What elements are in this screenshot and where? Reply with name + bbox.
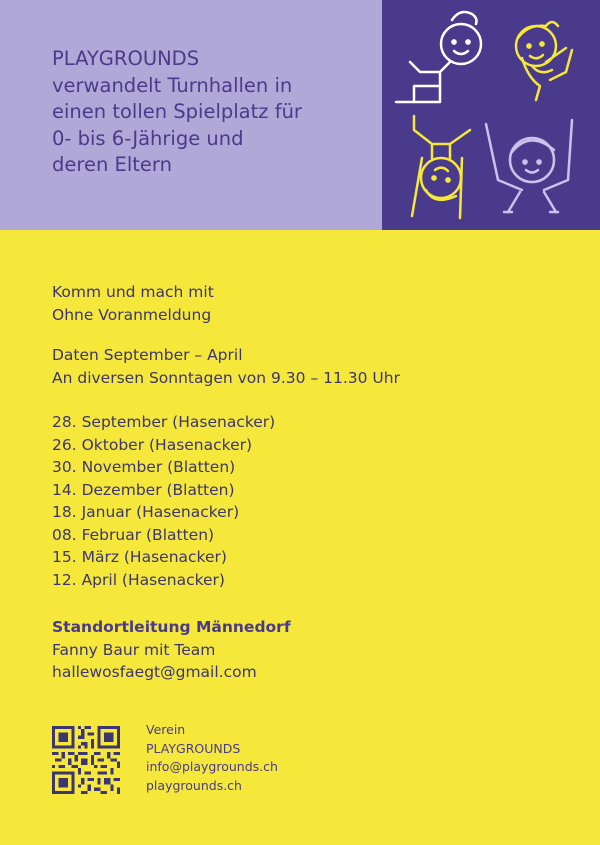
headline-line: 0- bis 6-Jährige und	[52, 126, 244, 150]
date-item: 18. Januar (Hasenacker)	[52, 503, 240, 521]
footer-email[interactable]: info@playgrounds.ch	[146, 759, 278, 774]
date-item: 28. September (Hasenacker)	[52, 413, 276, 431]
contact-email[interactable]: hallewosfaegt@gmail.com	[52, 663, 257, 681]
footer-line: Verein	[146, 722, 186, 737]
qr-code-icon[interactable]	[52, 726, 120, 794]
contact-name: Fanny Baur mit Team	[52, 640, 216, 659]
dates-list	[52, 411, 275, 591]
headline-line: deren Eltern	[52, 153, 172, 176]
contact-heading: Standortleitung Männedorf	[52, 618, 291, 636]
date-item: 15. März (Hasenacker)	[52, 548, 227, 566]
date-item: 12. April (Hasenacker)	[52, 570, 225, 589]
dates-info-block	[52, 344, 400, 389]
headline	[52, 46, 372, 179]
headline-line: einen tollen Spielplatz für	[52, 100, 302, 123]
headline-line: verwandelt Turnhallen in	[52, 73, 293, 97]
footer-website[interactable]: playgrounds.ch	[146, 777, 242, 793]
intro-block	[52, 281, 214, 326]
date-item: 26. Oktober (Hasenacker)	[52, 435, 253, 454]
kids-illustration-icon	[382, 0, 600, 230]
date-item: 08. Februar (Blatten)	[52, 525, 215, 544]
date-item: 30. November (Blatten)	[52, 458, 236, 476]
footer-block	[146, 721, 278, 795]
dates-info-line: Daten September – April	[52, 346, 243, 364]
footer-line: PLAYGROUNDS	[146, 740, 241, 756]
intro-line: Komm und mach mit	[52, 283, 214, 301]
contact-block	[52, 616, 291, 684]
intro-line: Ohne Voranmeldung	[52, 305, 212, 324]
headline-line: PLAYGROUNDS	[52, 47, 200, 70]
date-item: 14. Dezember (Blatten)	[52, 480, 235, 499]
dates-info-line: An diversen Sonntagen von 9.30 – 11.30 Uhr	[52, 368, 400, 387]
